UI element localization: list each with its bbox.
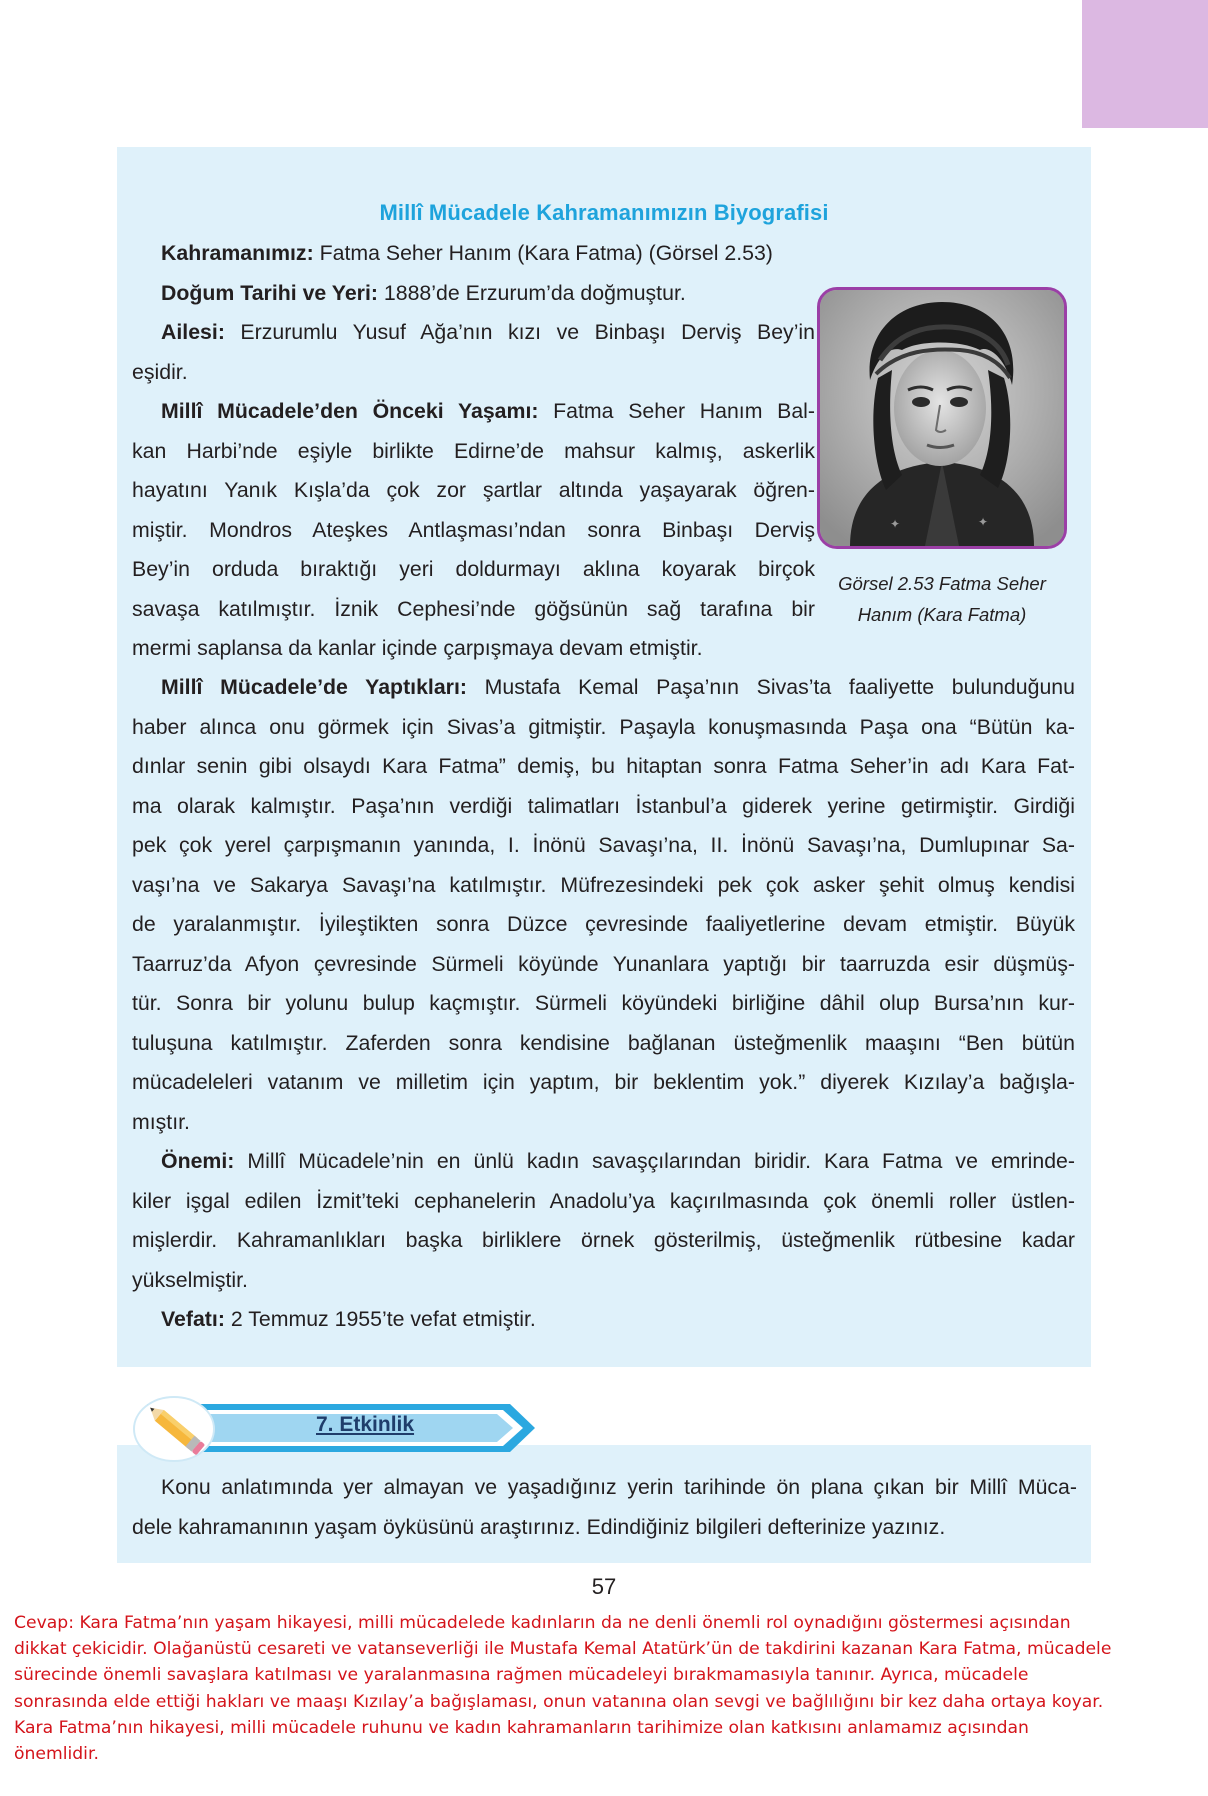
- importance-paragraph: [132, 1142, 1075, 1300]
- family-label: Ailesi:: [161, 320, 225, 344]
- page-number: 57: [591, 1574, 617, 1599]
- during-line-10: tuluşuna katılmıştır. Zaferden sonra kendisine bağlanan üsteğmenlik maaşını “Ben bütün: [132, 1030, 1075, 1055]
- photo-caption: [817, 568, 1067, 630]
- during-line-11: mücadeleleri vatanım ve milletim için yaptım, bir beklentim yok.” diyerek Kızılay’a bağışla-: [132, 1070, 1075, 1094]
- during-line-7: de yaralanmıştır. İyileştikten sonra Düzce çevresinde faaliyetlerine devam etmiştir. Büyük: [132, 912, 1075, 936]
- biography-title: Millî Mücadele Kahramanımızın Biyografisi: [379, 200, 829, 225]
- svg-text:✦: ✦: [978, 515, 989, 529]
- during-line-1: Mustafa Kemal Paşa’nın Sivas’ta faaliyette bulunduğunu: [466, 675, 1075, 699]
- answer-line-2: dikkat çekicidir. Olağanüstü cesareti ve vatanseverliği ile Mustafa Kemal Atatürk’ün de takdirini kazanan Kara Fatma, mücadele: [14, 1639, 1112, 1660]
- hero-paragraph: [132, 234, 815, 274]
- portrait-photo: [817, 287, 1067, 549]
- family-text-2: eşidir.: [132, 359, 188, 384]
- pencil-icon: [130, 1393, 216, 1463]
- hero-label: Kahramanımız:: [161, 241, 314, 265]
- answer-line-5: Kara Fatma’nın hikayesi, milli mücadele ruhunu ve kadın kahramanların tarihimize olan katkısını anlamamız açısından: [14, 1717, 1029, 1738]
- birth-paragraph: [132, 274, 815, 314]
- page-corner-tab: [1082, 0, 1208, 128]
- hero-text: Fatma Seher Hanım (Kara Fatma) (Görsel 2.53): [313, 241, 773, 265]
- birth-label: Doğum Tarihi ve Yeri:: [161, 281, 378, 305]
- during-line-4: ma olarak kalmıştır. Paşa’nın verdiği talimatları İstanbul’a giderek yerine getirmiştir. Girdiği: [132, 793, 1075, 818]
- importance-line-1: Millî Mücadele’nin en ünlü kadın savaşçılarından biridir. Kara Fatma ve emrinde-: [234, 1149, 1075, 1173]
- answer-line-6: önemlidir.: [14, 1744, 99, 1765]
- before-line-5: Bey’in orduda bıraktığı yeri doldurmayı aklına koyarak birçok: [132, 557, 815, 581]
- before-line-6: savaşa katılmıştır. İznik Cephesi’nde göğsünün sağ tarafına bir: [132, 596, 815, 621]
- answer-line-1: Cevap: Kara Fatma’nın yaşam hikayesi, milli mücadelede kadınların da ne denli önemli rol oynadığını göstermesi açısından: [14, 1613, 1071, 1633]
- portrait-illustration: [820, 290, 1064, 546]
- activity-line-2: dele kahramanının yaşam öyküsünü araştırınız. Edindiğiniz bilgileri defterinize yazınız.: [132, 1514, 946, 1539]
- during-line-2: haber alınca onu görmek için Sivas’a gitmiştir. Paşayla konuşmasında Paşa ona “Bütün ka-: [132, 714, 1075, 739]
- during-line-8: Taarruz’da Afyon çevresinde Sürmeli köyünde Yunanlara yaptığı bir taarruzda esir düşmüş-: [132, 951, 1075, 976]
- family-paragraph: [132, 313, 815, 392]
- during-line-6: vaşı’na ve Sakarya Savaşı’na katılmıştır. Müfrezesindeki pek çok asker şehit olmuş kendisi: [132, 872, 1075, 897]
- before-label: Millî Mücadele’den Önceki Yaşamı:: [161, 399, 539, 423]
- during-paragraph: [132, 668, 1075, 1142]
- family-text-1: Erzurumlu Yusuf Ağa’nın kızı ve Binbaşı Derviş Bey’in: [224, 320, 815, 344]
- photo-caption-line-1: Görsel 2.53 Fatma Seher: [838, 573, 1046, 594]
- before-line-3: hayatını Yanık Kışla’da çok zor şartlar altında yaşayarak öğren-: [132, 478, 815, 502]
- svg-text:✦: ✦: [890, 517, 901, 531]
- answer-text: [14, 1610, 1204, 1767]
- importance-line-3: mişlerdir. Kahramanlıkları başka birliklere örnek gösterilmiş, üsteğmenlik rütbesine kadar: [132, 1228, 1075, 1252]
- death-text: 2 Temmuz 1955’te vefat etmiştir.: [224, 1307, 536, 1331]
- activity-text: [132, 1468, 1077, 1547]
- during-line-9: tür. Sonra bir yolunu bulup kaçmıştır. Sürmeli köyündeki birliğine dâhil olup Bursa’nın kur-: [132, 991, 1075, 1015]
- importance-label: Önemi:: [161, 1149, 235, 1173]
- before-line-7: mermi saplansa da kanlar içinde çarpışmaya devam etmiştir.: [132, 636, 703, 660]
- before-paragraph: [132, 392, 815, 669]
- answer-line-4: sonrasında elde ettiği hakları ve maaşı Kızılay’a bağışlaması, onun vatanına olan sevgi ve bağlılığını bir kez daha ortaya koyar.: [14, 1691, 1104, 1712]
- death-paragraph: [132, 1300, 1075, 1340]
- before-line-4: miştir. Mondros Ateşkes Antlaşması’ndan sonra Binbaşı Derviş: [132, 517, 815, 542]
- birth-text: 1888’de Erzurum’da doğmuştur.: [377, 281, 686, 305]
- death-label: Vefatı:: [161, 1307, 225, 1331]
- before-line-2: kan Harbi’nde eşiyle birlikte Edirne’de mahsur kalmış, askerlik: [132, 438, 815, 463]
- activity-line-1: Konu anlatımında yer almayan ve yaşadığınız yerin tarihinde ön plana çıkan bir Millî Müca-: [161, 1475, 1077, 1499]
- photo-caption-line-2: Hanım (Kara Fatma): [857, 604, 1027, 625]
- answer-line-3: sürecinde önemli savaşlara katılması ve yaralanmasına rağmen mücadeleyi bırakmamasıyla tanınır. Ayrıca, mücadele: [14, 1665, 1029, 1686]
- activity-title: 7. Etkinlik: [316, 1413, 415, 1436]
- importance-line-2: kiler işgal edilen İzmit’teki cephanelerin Anadolu’ya kaçırılmasında çok önemli roller üstlen-: [132, 1188, 1075, 1213]
- importance-line-4: yükselmiştir.: [132, 1267, 248, 1292]
- during-line-5: pek çok yerel çarpışmanın yanında, I. İnönü Savaşı’na, II. İnönü Savaşı’na, Dumlupınar Sa-: [132, 833, 1075, 857]
- during-line-12: mıştır.: [132, 1109, 190, 1134]
- before-line-1: Fatma Seher Hanım Bal-: [538, 399, 816, 423]
- during-label: Millî Mücadele’de Yaptıkları:: [161, 675, 467, 699]
- during-line-3: dınlar senin gibi olsaydı Kara Fatma” demiş, bu hitaptan sonra Fatma Seher’in adı Kara Fat-: [132, 754, 1075, 778]
